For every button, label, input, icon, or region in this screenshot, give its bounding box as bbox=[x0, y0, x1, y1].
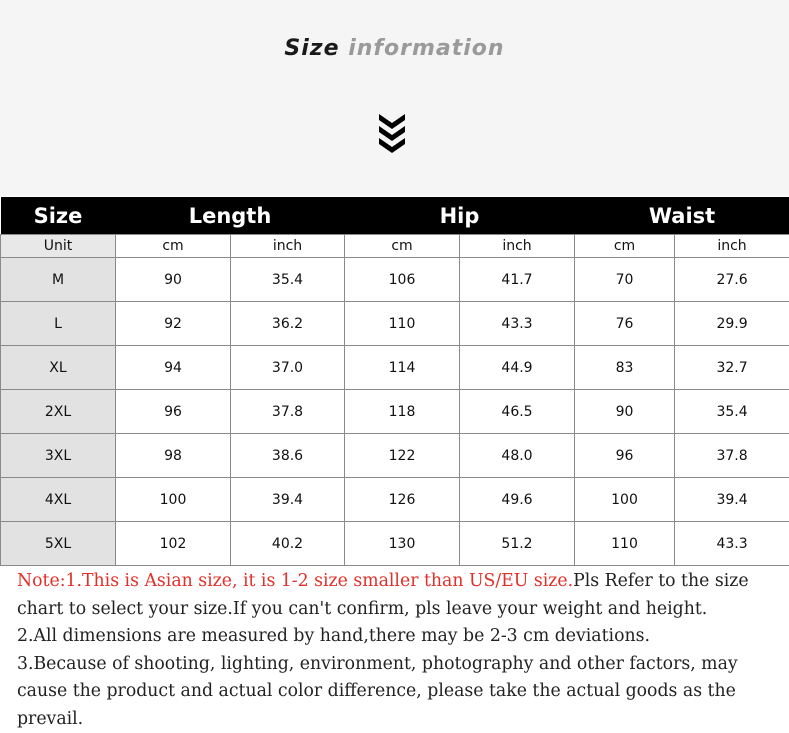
measurement-cell: 38.6 bbox=[231, 434, 345, 478]
unit-cell: cm bbox=[345, 235, 460, 258]
measurement-cell: 35.4 bbox=[675, 390, 789, 434]
measurement-cell: 46.5 bbox=[460, 390, 575, 434]
measurement-cell: 43.3 bbox=[460, 302, 575, 346]
measurement-cell: 102 bbox=[116, 522, 231, 566]
size-label-cell: M bbox=[1, 258, 116, 302]
size-label-cell: 3XL bbox=[1, 434, 116, 478]
size-label-cell: 5XL bbox=[1, 522, 116, 566]
measurement-cell: 48.0 bbox=[460, 434, 575, 478]
measurement-cell: 70 bbox=[575, 258, 675, 302]
measurement-cell: 29.9 bbox=[675, 302, 789, 346]
measurement-cell: 51.2 bbox=[460, 522, 575, 566]
measurement-cell: 110 bbox=[575, 522, 675, 566]
table-row bbox=[1, 302, 789, 346]
measurement-cell: 114 bbox=[345, 346, 460, 390]
units-row bbox=[1, 235, 789, 258]
measurement-cell: 90 bbox=[575, 390, 675, 434]
measurement-cell: 100 bbox=[575, 478, 675, 522]
table-row bbox=[1, 346, 789, 390]
measurement-cell: 37.8 bbox=[231, 390, 345, 434]
size-label-cell: 4XL bbox=[1, 478, 116, 522]
table-row bbox=[1, 478, 789, 522]
unit-cell: inch bbox=[675, 235, 789, 258]
measurement-cell: 94 bbox=[116, 346, 231, 390]
measurement-cell: 32.7 bbox=[675, 346, 789, 390]
measurement-cell: 44.9 bbox=[460, 346, 575, 390]
measurement-cell: 83 bbox=[575, 346, 675, 390]
size-label-cell: 2XL bbox=[1, 390, 116, 434]
header-size: Size bbox=[1, 197, 116, 235]
note-1-rest: Pls Refer to the size chart to select your size.If you can't confirm, pls leave your weight and height. bbox=[17, 571, 749, 619]
header-waist: Waist bbox=[575, 197, 789, 235]
unit-cell: cm bbox=[116, 235, 231, 258]
measurement-cell: 49.6 bbox=[460, 478, 575, 522]
unit-cell: Unit bbox=[1, 235, 116, 258]
measurement-cell: 122 bbox=[345, 434, 460, 478]
measurement-cell: 92 bbox=[116, 302, 231, 346]
measurement-cell: 130 bbox=[345, 522, 460, 566]
title-light: information bbox=[348, 36, 504, 61]
header-banner bbox=[0, 0, 789, 196]
header-length: Length bbox=[116, 197, 345, 235]
table-row bbox=[1, 434, 789, 478]
unit-cell: inch bbox=[460, 235, 575, 258]
note-1-warning: Note:1.This is Asian size, it is 1-2 size smaller than US/EU size. bbox=[17, 571, 573, 591]
measurement-cell: 35.4 bbox=[231, 258, 345, 302]
measurement-cell: 118 bbox=[345, 390, 460, 434]
header-hip: Hip bbox=[345, 197, 575, 235]
size-label-cell: L bbox=[1, 302, 116, 346]
measurement-cell: 110 bbox=[345, 302, 460, 346]
measurement-cell: 76 bbox=[575, 302, 675, 346]
table-row bbox=[1, 390, 789, 434]
measurement-cell: 37.8 bbox=[675, 434, 789, 478]
size-rows bbox=[1, 258, 789, 566]
measurement-cell: 37.0 bbox=[231, 346, 345, 390]
measurement-cell: 39.4 bbox=[231, 478, 345, 522]
measurement-cell: 96 bbox=[116, 390, 231, 434]
note-2: 2.All dimensions are measured by hand,there may be 2-3 cm deviations. bbox=[17, 623, 777, 651]
measurement-cell: 100 bbox=[116, 478, 231, 522]
measurement-cell: 27.6 bbox=[675, 258, 789, 302]
size-label-cell: XL bbox=[1, 346, 116, 390]
note-3: 3.Because of shooting, lighting, environment, photography and other factors, may cause the product and actual color difference, please take the actual goods as the prevail. bbox=[17, 651, 777, 733]
notes-section bbox=[17, 568, 777, 733]
size-chart-table bbox=[0, 197, 789, 566]
measurement-cell: 39.4 bbox=[675, 478, 789, 522]
table-row bbox=[1, 522, 789, 566]
measurement-cell: 41.7 bbox=[460, 258, 575, 302]
measurement-cell: 98 bbox=[116, 434, 231, 478]
unit-cell: inch bbox=[231, 235, 345, 258]
note-1 bbox=[17, 568, 777, 623]
page-title bbox=[0, 36, 789, 61]
unit-cell: cm bbox=[575, 235, 675, 258]
triple-chevron-down-icon bbox=[376, 111, 408, 157]
table-row bbox=[1, 258, 789, 302]
title-strong: Size bbox=[284, 36, 339, 61]
measurement-cell: 90 bbox=[116, 258, 231, 302]
measurement-cell: 126 bbox=[345, 478, 460, 522]
table-header-row bbox=[1, 197, 789, 235]
measurement-cell: 36.2 bbox=[231, 302, 345, 346]
measurement-cell: 40.2 bbox=[231, 522, 345, 566]
measurement-cell: 96 bbox=[575, 434, 675, 478]
measurement-cell: 106 bbox=[345, 258, 460, 302]
measurement-cell: 43.3 bbox=[675, 522, 789, 566]
